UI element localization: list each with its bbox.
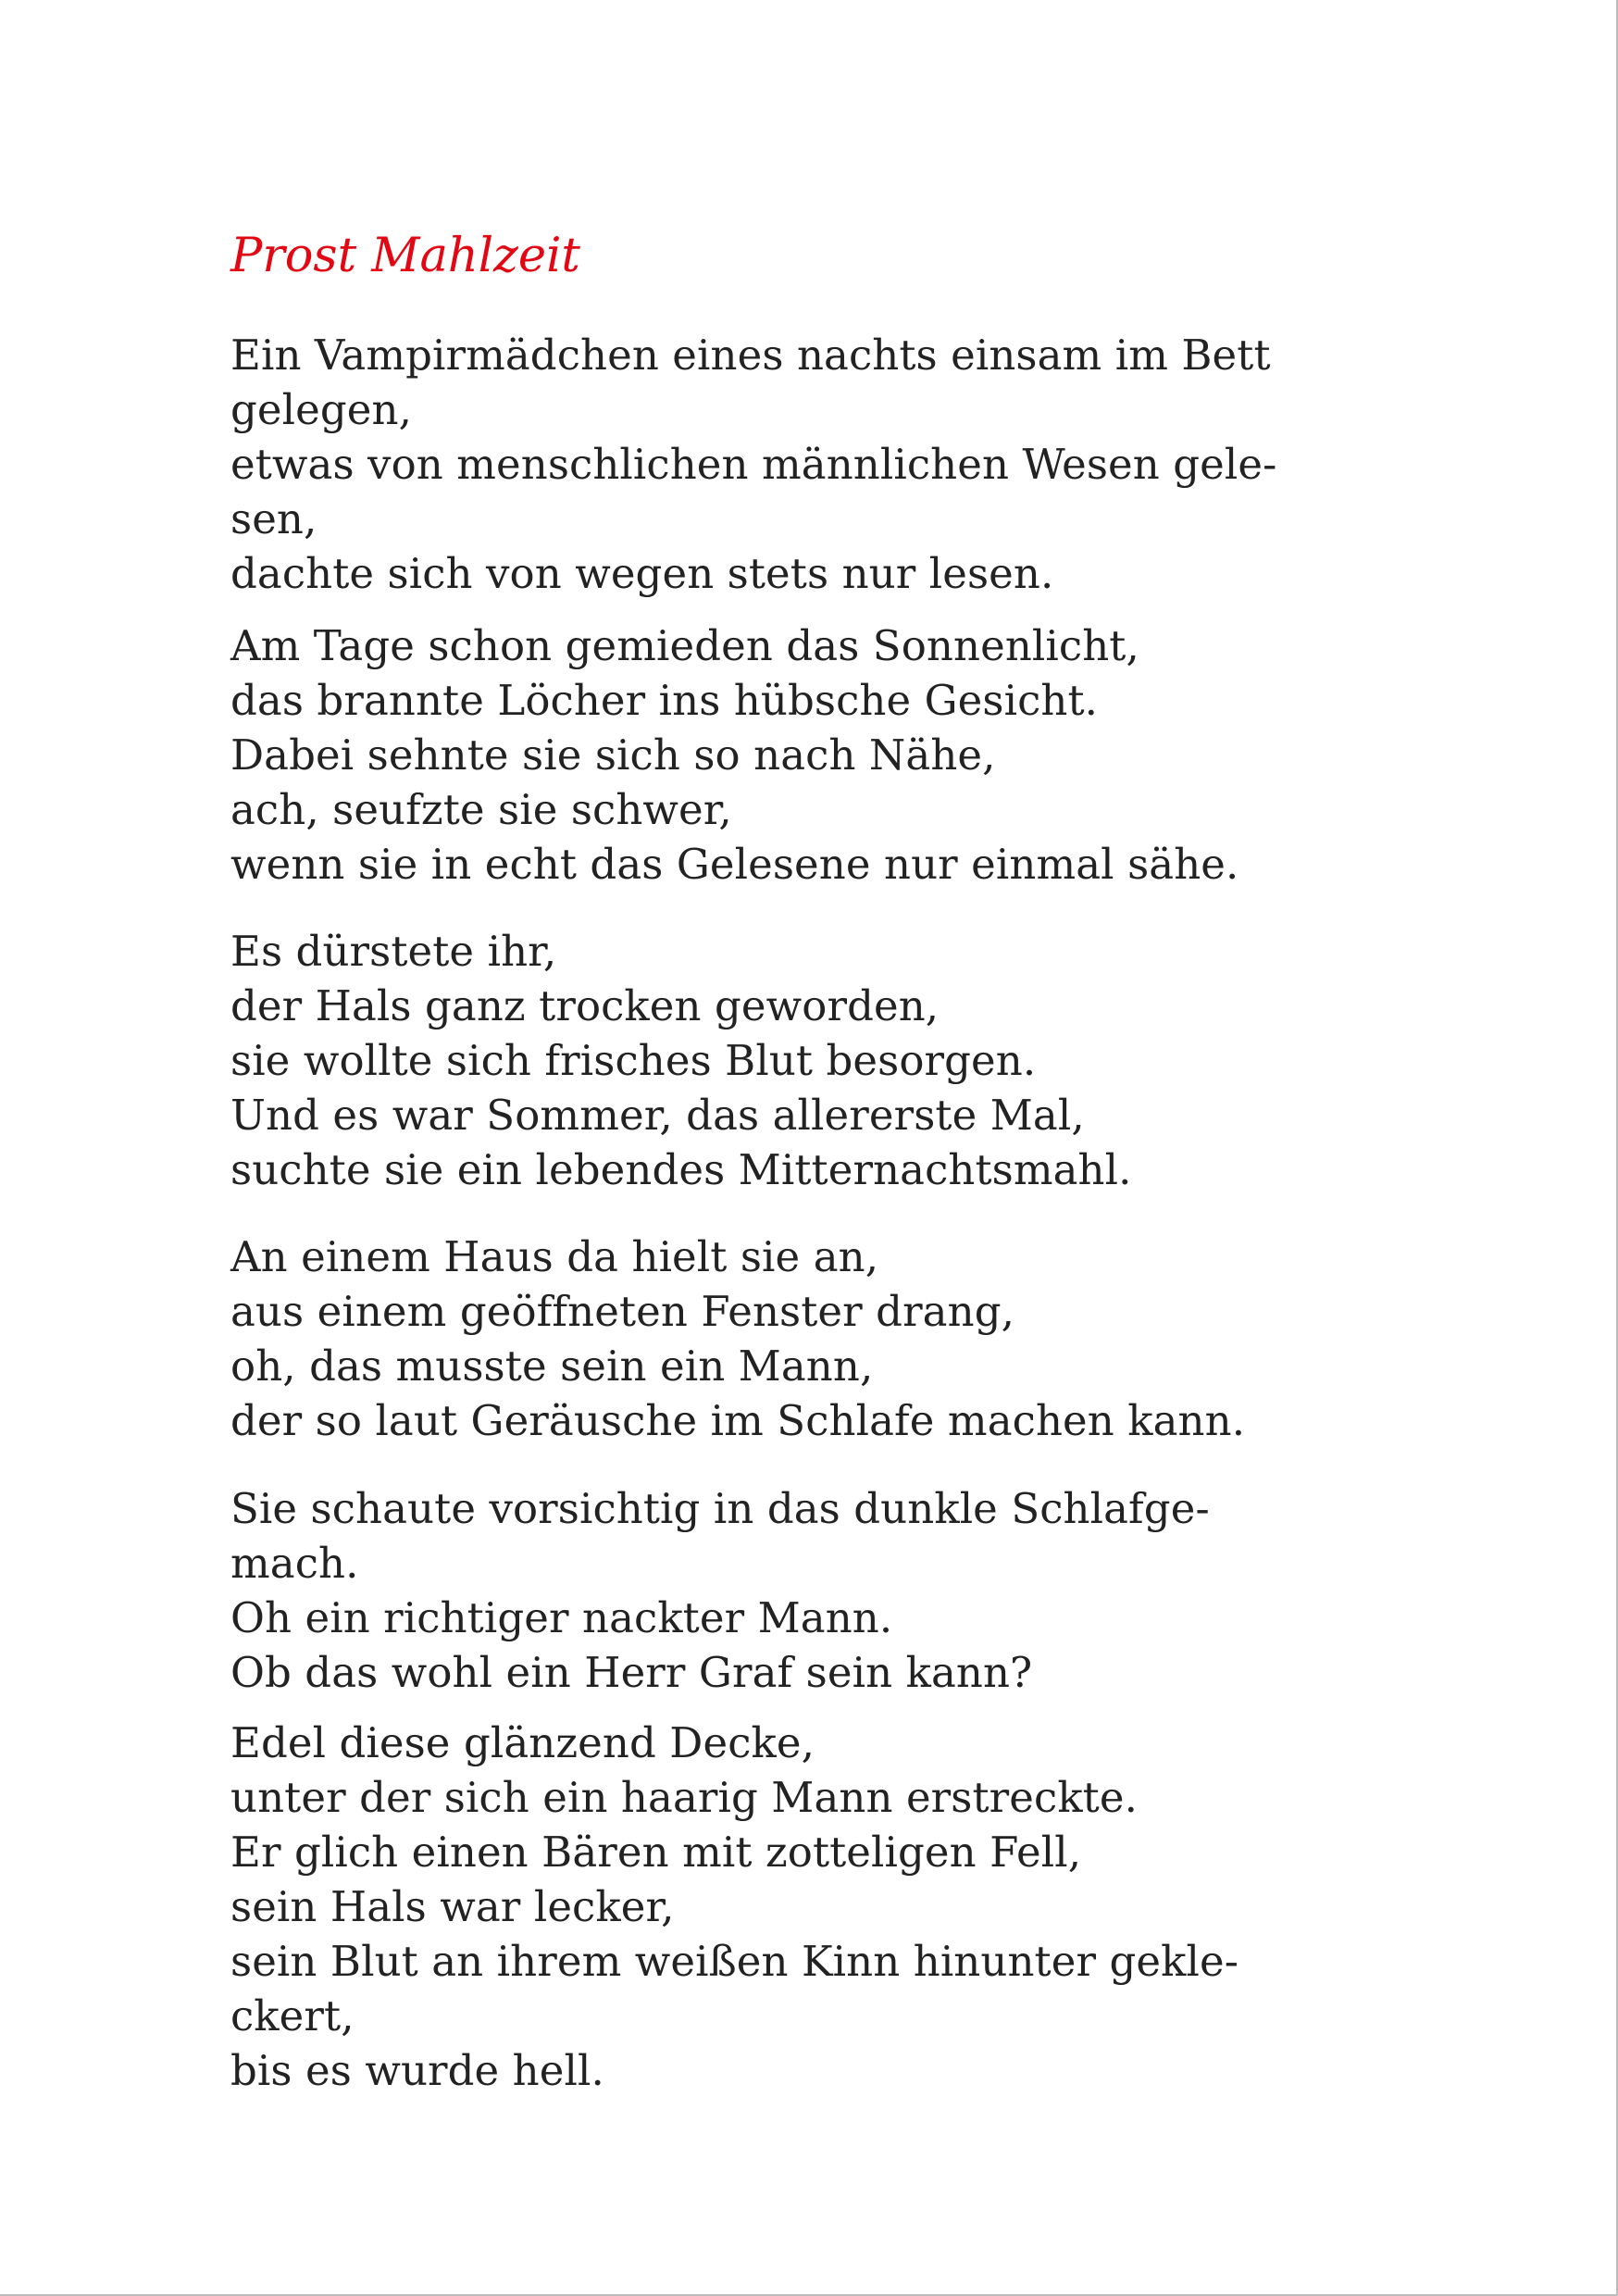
poem-line: wenn sie in echt das Gelesene nur einmal sähe. <box>230 840 1239 889</box>
poem-line: sein Hals war lecker, <box>230 1882 675 1931</box>
poem-line: sie wollte sich frisches Blut besorgen. <box>230 1036 1037 1085</box>
poem-line: das brannte Löcher ins hübsche Gesicht. <box>230 676 1099 725</box>
stanza-1 <box>230 328 1276 601</box>
poem-line: Ein Vampirmädchen eines nachts einsam im Bett <box>230 331 1271 380</box>
poem-line: der so laut Geräusche im Schlafe machen kann. <box>230 1396 1246 1445</box>
poem-line: der Hals ganz trocken geworden, <box>230 981 940 1030</box>
poem-line: Und es war Sommer, das allererste Mal, <box>230 1091 1085 1140</box>
poem-line: Er glich einen Bären mit zotteligen Fell, <box>230 1828 1082 1877</box>
poem-title: Prost Mahlzeit <box>230 229 580 283</box>
poem-line: gelegen, <box>230 385 412 434</box>
poem-line: Edel diese glänzend Decke, <box>230 1718 815 1767</box>
poem-line: Ob das wohl ein Herr Graf sein kann? <box>230 1648 1033 1697</box>
poem-line: unter der sich ein haarig Mann erstreckte. <box>230 1773 1139 1822</box>
poem-line: sen, <box>230 494 317 543</box>
stanza-3 <box>230 924 1132 1197</box>
poem-line: ckert, <box>230 1991 355 2040</box>
stanza-5 <box>230 1481 1210 1700</box>
poem-line: oh, das musste sein ein Mann, <box>230 1341 874 1391</box>
poem-line: mach. <box>230 1539 359 1588</box>
poem-line: aus einem geöffneten Fenster drang, <box>230 1287 1015 1336</box>
poem-line: etwas von menschlichen männlichen Wesen gele- <box>230 440 1277 489</box>
poem-line: suchte sie ein lebendes Mitternachtsmahl. <box>230 1145 1132 1194</box>
poem-line: Dabei sehnte sie sich so nach Nähe, <box>230 730 996 780</box>
poem-line: bis es wurde hell. <box>230 2046 604 2095</box>
poem-line: ach, seufzte sie schwer, <box>230 785 732 834</box>
poem-line: An einem Haus da hielt sie an, <box>230 1232 879 1281</box>
poem-line: Oh ein richtiger nackter Mann. <box>230 1593 893 1642</box>
stanza-4 <box>230 1229 1245 1448</box>
poem-line: dachte sich von wegen stets nur lesen. <box>230 549 1054 598</box>
poem-line: Sie schaute vorsichtig in das dunkle Schlafge- <box>230 1484 1210 1533</box>
stanza-6 <box>230 1716 1238 2098</box>
poem-line: Es dürstete ihr, <box>230 927 557 976</box>
poem-line: Am Tage schon gemieden das Sonnenlicht, <box>230 621 1139 670</box>
stanza-2 <box>230 618 1238 892</box>
poem-line: sein Blut an ihrem weißen Kinn hinunter gekle- <box>230 1937 1239 1986</box>
